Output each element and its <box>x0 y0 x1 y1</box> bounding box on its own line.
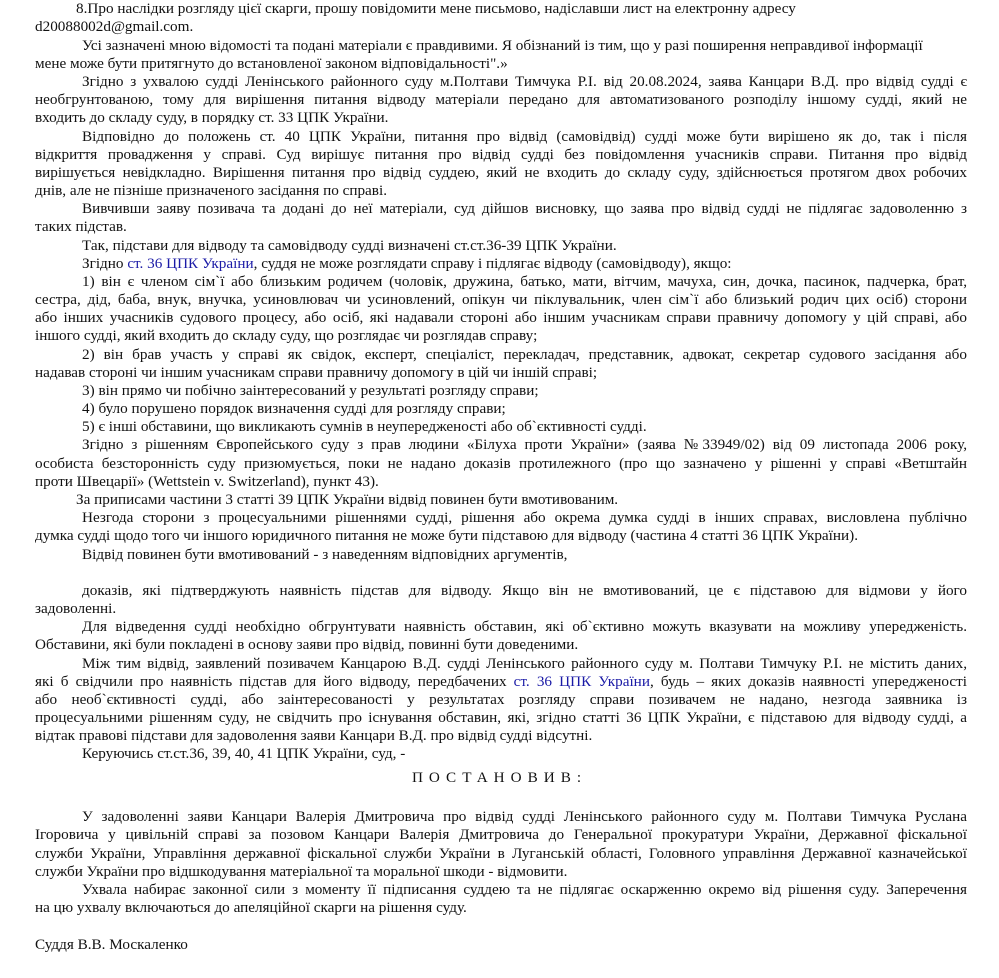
text-line <box>35 182 967 201</box>
text-segment: Відвід повинен бути вмотивований - з наведенням відповідних аргументів, <box>82 546 568 563</box>
text-segment: вирішується невідкладно. Вирішення питання про відвід суддею, який не входить до складу суду, здійснюється протягом двох робочих <box>35 164 967 181</box>
text-line <box>82 745 967 764</box>
text-line <box>35 364 967 383</box>
text-segment: Ігоровича у цивільній справі за позовом Канцари Валерія Дмитровича до Генеральної прокуратури України, Державної фіскальної <box>35 826 967 843</box>
text-segment: доказів, які підтверджують наявність підстав для відводу. Якщо він не вмотивований, це є підставою для відмови у його <box>82 582 967 599</box>
text-line <box>35 164 967 183</box>
text-segment: Для відведення судді необхідно обгрунтувати наявність обставин, які об`єктивно можуть вказувати на можливу упередженість. <box>82 618 967 635</box>
text-line <box>35 327 967 346</box>
text-line <box>35 455 967 474</box>
text-line <box>82 200 967 219</box>
text-line <box>35 727 967 746</box>
text-segment: на цю ухвалу включаються до апеляційної скарги на рішення суду. <box>35 899 467 916</box>
text-line <box>82 546 967 565</box>
text-segment: служби України, Управління державної фіскальної служби України в Луганській області, Головного управління Державної казначейської <box>35 845 967 862</box>
text-segment: Суддя В.В. Москаленко <box>35 936 188 953</box>
text-segment: 5) є інші обставини, що викликають сумнів в неупередженості або об`єктивності судді. <box>82 418 647 435</box>
text-line <box>82 255 967 274</box>
text-segment: Згідно з ухвалою судді Ленінського районного суду м.Полтави Тимчука Р.І. від 20.08.2024, заява Канцари В.Д. про відвід судді є <box>82 73 967 90</box>
text-segment: необгрунтованою, тому для вирішення питання відводу матеріали передано для автоматизованого розподілу іншому судді, який не <box>35 91 967 108</box>
text-line <box>82 37 967 56</box>
text-segment: відкриття провадження у справі. Суд вирішує питання про відвід судді без повідомлення учасників справи. Питання про відвід <box>35 146 967 163</box>
text-segment: Усі зазначені мною відомості та подані матеріали є правдивими. Я обізнаний із тим, що у разі поширення неправдивої інформації <box>82 37 923 54</box>
text-line <box>82 655 967 674</box>
text-segment: особиста безсторонність суду призюмується, поки не надано доказів протилежного (про що зазначено у рішенні у справі «Ветштайн <box>35 455 967 472</box>
text-line <box>82 436 967 455</box>
judge-signature <box>35 936 967 955</box>
text-segment: сестра, дід, баба, внук, внучка, усиновлювач чи усиновлений, опікун чи піклувальник, член сім`ї або близький родич цих осіб) сторони <box>35 291 967 308</box>
text-segment: , будь – яких доказів наявності упередженості <box>649 673 967 690</box>
text-segment: днів, але не пізніше призначеного засідання по справі. <box>35 182 387 199</box>
text-line <box>82 400 967 419</box>
text-line <box>82 808 967 827</box>
text-line <box>35 709 967 728</box>
text-line <box>82 273 967 292</box>
text-segment: Згідно <box>82 255 128 272</box>
text-segment: процесуальними рішенням суду, не свідчить про існування обставин, які, згідно статті 36 ЦПК України, є підставою для відводу судді, а <box>35 709 967 726</box>
text-line <box>82 881 967 900</box>
text-segment: надавав стороні чи іншим учасникам справи правничу допомогу в цій чи іншій справі; <box>35 364 598 381</box>
text-line <box>35 473 967 492</box>
text-segment: За приписами частини 3 статті 39 ЦПК України відвід повинен бути вмотивованим. <box>76 491 619 508</box>
text-segment: d20088002d@gmail.com. <box>35 18 194 35</box>
text-line <box>76 491 967 510</box>
text-line <box>82 382 967 401</box>
text-segment: У задоволенні заяви Канцари Валерія Дмитровича про відвід судді Ленінського районного суду м. Полтави Тимчука Руслана <box>82 808 967 825</box>
text-line <box>35 18 967 37</box>
text-line <box>35 109 967 128</box>
text-line <box>35 91 967 110</box>
law-reference-link[interactable]: ст. 36 ЦПК України <box>513 673 650 690</box>
text-segment: Незгода сторони з процесуальними рішеннями судді, рішення або окрема думка судді в інших справах, висловлена публічно <box>82 509 967 526</box>
text-segment: які б свідчили про наявність підстав для його відводу, передбачених <box>35 673 514 690</box>
text-line <box>35 636 967 655</box>
text-segment: думка судді щодо того чи іншого юридичного питання не може бути підставою для відводу (частина 4 статті 36 ЦПК України). <box>35 527 858 544</box>
text-segment: служби України про відшкодування матеріальної та моральної шкоди - відмовити. <box>35 863 568 880</box>
text-line <box>82 237 967 256</box>
text-segment: , суддя не може розглядати справу і підлягає відводу (самовідводу), якщо: <box>253 255 732 272</box>
text-segment: Ухвала набирає законної сили з моменту її підписання суддею та не підлягає оскарженню окремо від рішення суду. Заперечення <box>82 881 967 898</box>
text-segment: проти Швецарії» (Wettstein v. Switzerland), пункт 43). <box>35 473 379 490</box>
text-line <box>82 582 967 601</box>
text-line <box>35 55 967 74</box>
text-segment: Згідно з рішенням Європейського суду з прав людини «Білуха проти України» (заява №33949/02) від 09 листопада 2006 року, <box>82 436 967 453</box>
text-line <box>82 346 967 365</box>
text-segment: 2) він брав участь у справі як свідок, експерт, спеціаліст, перекладач, представник, адвокат, секретар судового засідання або <box>82 346 967 363</box>
text-line <box>35 826 967 845</box>
text-line <box>35 691 967 710</box>
text-line <box>35 845 967 864</box>
text-segment: або інших учасників судового процесу, або осіб, які надавали стороні або іншим учасникам справи правничу допомогу у цій справі, або <box>35 309 967 326</box>
text-line <box>82 618 967 637</box>
text-segment: входить до складу суду, в порядку ст. 33 ЦПК України. <box>35 109 389 126</box>
text-line <box>35 863 967 882</box>
text-segment: 1) він є членом сім`ї або близьким родичем (чоловік, дружина, батько, мати, вітчим, мачуха, син, дочка, пасинок, падчерка, брат, <box>82 273 967 290</box>
text-segment: мене може бути притягнуто до встановленої законом відповідальності".» <box>35 55 508 72</box>
text-line <box>82 418 967 437</box>
text-segment: Вивчивши заяву позивача та додані до неї матеріали, суд дійшов висновку, що заява про відвід судді не підлягає задоволенню з <box>82 200 967 217</box>
text-segment: таких підстав. <box>35 218 127 235</box>
text-segment: Між тим відвід, заявлений позивачем Канцарою В.Д. судді Ленінського районного суду м. Полтави Тимчуку Р.І. не містить даних, <box>82 655 967 672</box>
law-reference-link[interactable]: ст. 36 ЦПК України <box>127 255 254 272</box>
text-line <box>35 899 967 918</box>
text-segment: Так, підстави для відводу та самовідводу судді визначені ст.ст.36-39 ЦПК України. <box>82 237 617 254</box>
text-segment: Відповідно до положень ст. 40 ЦПК України, питання про відвід (самовідвід) судді може бути вирішено як до, так і після <box>82 128 967 145</box>
text-segment: іншого судді, який входить до складу суду, що розглядає чи розглядав справу; <box>35 327 538 344</box>
text-segment: Обставини, які були покладені в основу заяви про відвід, повинні бути доведеними. <box>35 636 579 653</box>
text-line <box>35 309 967 328</box>
text-segment: Керуючись ст.ст.36, 39, 40, 41 ЦПК України, суд, - <box>82 745 406 762</box>
text-line <box>35 527 967 546</box>
text-segment: або необ`єктивності судді, або заінтересованості у результатах розгляду справи позивачем не надано, незгода заявника із <box>35 691 967 708</box>
text-line <box>35 218 967 237</box>
text-line <box>35 673 967 692</box>
text-segment: 3) він прямо чи побічно заінтересований у результаті розгляду справи; <box>82 382 539 399</box>
ruling-heading: ПОСТАНОВИВ: <box>411 769 588 786</box>
text-line <box>35 600 967 619</box>
text-segment: відтак правові підстави для задоволення заяви Канцари В.Д. про відвід судді відсутні. <box>35 727 593 744</box>
text-line <box>35 291 967 310</box>
text-line <box>76 0 967 19</box>
text-line <box>82 509 967 528</box>
text-segment: задоволенні. <box>35 600 117 617</box>
text-segment: 4) було порушено порядок визначення судді для розгляду справи; <box>82 400 506 417</box>
text-line <box>82 73 967 92</box>
text-line <box>82 128 967 147</box>
text-line <box>35 146 967 165</box>
text-segment: 8.Про наслідки розгляду цієї скарги, прошу повідомити мене письмово, надіславши лист на електронну адресу <box>76 0 796 17</box>
